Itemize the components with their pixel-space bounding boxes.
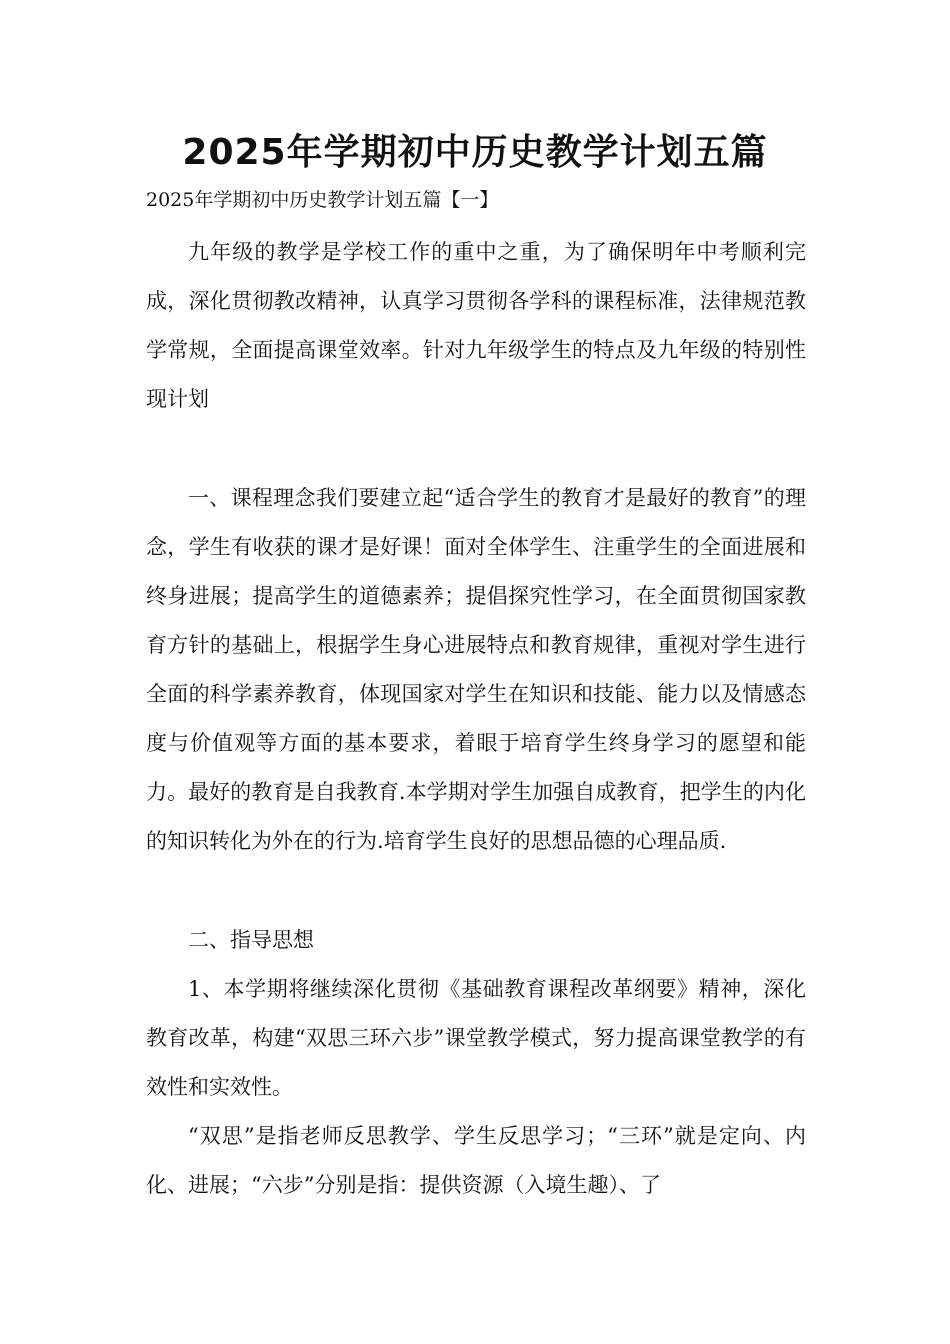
paragraph-course-philosophy: 一、课程理念我们要建立起“适合学生的教育才是最好的教育”的理念，学生有收获的课才是好课！面对全体学生、注重学生的全面进展和终身进展；提高学生的道德素养；提倡探究性学习，在全面贯彻国家教育方针的基础上，根据学生身心进展特点和教育规律，重视对学生进行全面的科学素养教育，体现国家对学生在知识和技能、能力以及情感态度与价值观等方面的基本要求，着眼于培育学生终身学习的愿望和能力。最好的教育是自我教育.本学期对学生加强自成教育，把学生的内化的知识转化为外在的行为.培育学生良好的思想品德的心理品质. <box>146 486 806 853</box>
heading-guiding-ideology: 二、指导思想 <box>188 928 314 952</box>
paragraph-guiding-point-1: 1、本学期将继续深化贯彻《基础教育课程改革纲要》精神，深化教育改革，构建“双思三环六步”课堂教学模式，努力提高课堂教学的有效性和实效性。 <box>146 977 806 1099</box>
document-title: 2025年学期初中历史教学计划五篇 <box>182 132 768 173</box>
paragraph-model-explanation: “双思”是指老师反思教学、学生反思学习；“三环”就是定向、内化、进展；“六步”分别是指：提供资源（入境生趣）、了 <box>146 1124 806 1197</box>
section-heading: 2025年学期初中历史教学计划五篇【一】 <box>146 189 499 211</box>
paragraph-intro: 九年级的教学是学校工作的重中之重，为了确保明年中考顺利完成，深化贯彻教改精神，认真学习贯彻各学科的课程标准，法律规范教学常规，全面提高课堂效率。针对九年级学生的特点及九年级的特别性现计划 <box>146 240 806 411</box>
